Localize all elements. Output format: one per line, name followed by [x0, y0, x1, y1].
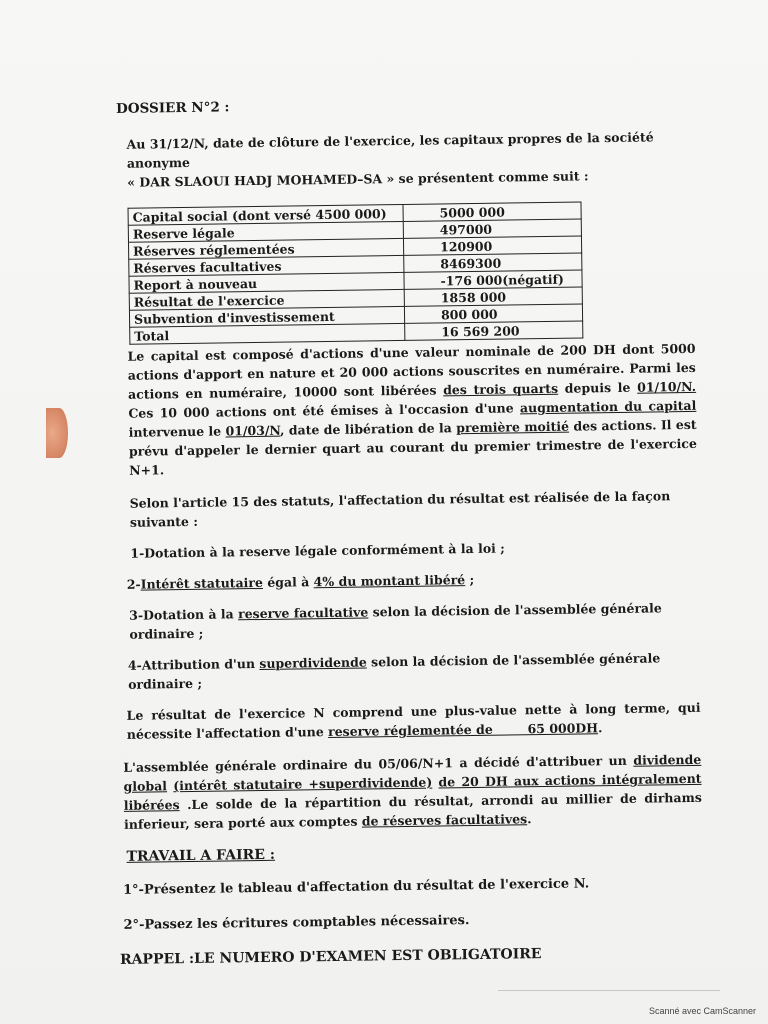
text-span: depuis le: [557, 379, 638, 396]
text-span: ;: [465, 571, 475, 588]
row-value: 497000: [403, 219, 581, 238]
text-span: .: [527, 811, 532, 827]
underlined-text: reserve réglementée de 65 000DH: [327, 720, 599, 740]
rule-item-1: 1-Dotation à la reserve légale conformément à la loi ;: [130, 540, 505, 561]
underlined-text: (intérêt statutaire +superdividende): [173, 774, 433, 794]
underlined-text: augmentation du capital: [519, 397, 697, 416]
row-value: 5000 000: [403, 202, 581, 221]
capitaux-propres-table: [128, 201, 584, 344]
text-span: Le capital est composé d'actions d'une valeur nominale de 200 DH dont 5000 actions d'apport en nature et 20 000 actions souscrites en numéraire. Parmi les actions en numéraire, 10000 sont libérées: [127, 340, 696, 402]
underlined-text: superdividende: [259, 654, 367, 671]
text-span: 3-Dotation à la: [129, 606, 239, 623]
row-label: Réserves facultatives: [129, 255, 404, 276]
rappel-notice: RAPPEL :LE NUMERO D'EXAMEN EST OBLIGATOIRE: [119, 946, 542, 968]
camscanner-watermark: Scanné avec CamScanner: [648, 1006, 756, 1016]
intro-line-2: « DAR SLAOUI HADJ MOHAMED–SA » se présentent comme suit :: [127, 168, 589, 190]
underlined-text: des trois quarts: [443, 380, 559, 398]
text-span: égal à: [262, 574, 314, 590]
thumb-edge: [46, 408, 68, 458]
row-label: Résultat de l'exercice: [129, 289, 404, 310]
assemblee-paragraph: [123, 750, 702, 834]
rule-item-4: [128, 648, 700, 694]
document-content: [112, 92, 704, 970]
underlined-text: de 20 DH aux actions intégralement libérées: [123, 770, 702, 813]
row-value: 1858 000: [404, 287, 582, 306]
text-span: intervenue le: [128, 423, 226, 440]
dossier-title: DOSSIER N°2 :: [116, 99, 230, 117]
text-span: 4-Attribution d'un: [127, 655, 260, 673]
plus-value-paragraph: [126, 698, 700, 744]
text-span: 2-: [126, 576, 141, 592]
capital-paragraph: [127, 339, 697, 480]
row-label: Total: [130, 323, 405, 344]
text-span: L'assemblée générale ordinaire du 05/06/N+1 a décidé d'attribuer un: [123, 752, 634, 775]
rule-item-2: [127, 567, 699, 594]
row-value: 8469300: [404, 253, 582, 272]
row-label: Report à nouveau: [129, 272, 404, 293]
underlined-text: 01/03/N: [225, 422, 281, 439]
text-span: selon la décision de l'assemblée générale ordinaire ;: [129, 600, 662, 642]
affectation-rule-intro: Selon l'article 15 des statuts, l'affectation du résultat est réalisée de la façon suivante :: [129, 488, 671, 530]
underlined-text: 4% du montant libéré: [313, 572, 466, 590]
task-2: 2°-Passez les écritures comptables nécessaires.: [123, 913, 470, 933]
underlined-text: dividende global: [123, 751, 702, 794]
travail-a-faire-heading: TRAVAIL A FAIRE :: [126, 846, 276, 865]
row-label: Reserve légale: [128, 221, 403, 242]
underlined-text: première moitié: [456, 418, 570, 436]
row-value: 16 569 200: [405, 321, 583, 340]
text-span: Ces 10 000 actions ont été émises à l'occasion d'une: [128, 400, 521, 421]
row-label: Subvention d'investissement: [129, 306, 404, 327]
row-value: 120900: [403, 236, 581, 255]
underlined-text: de réserves facultatives: [361, 811, 528, 829]
text-span: selon la décision de l'assemblée générale ordinaire ;: [128, 650, 661, 692]
intro-text: [126, 127, 693, 192]
rule-item-3: [129, 598, 699, 644]
row-label: Réserves réglementées: [128, 238, 403, 259]
task-1: 1°-Présentez le tableau d'affectation du résultat de l'exercice N.: [122, 876, 590, 898]
text-span: , date de libération de la: [279, 420, 457, 438]
row-value: 800 000: [404, 304, 582, 323]
text-span: .: [597, 720, 603, 736]
intro-line-1: Au 31/12/N, date de clôture de l'exercice, les capitaux propres de la société anonyme: [126, 129, 654, 171]
text-span: .Le solde de la répartition du résultat, arrondi au millier de dirhams inferieur, sera porté aux comptes: [124, 789, 702, 832]
row-label: Capital social (dont versé 4500 000): [128, 204, 403, 225]
divider: [498, 990, 720, 991]
underlined-text: Intérêt statutaire: [140, 574, 264, 592]
text-span: des actions. Il est prévu d'appeler le dernier quart au courant du premier trimestre de l'exercice N+1.: [128, 416, 697, 478]
underlined-text: reserve facultative: [237, 604, 369, 622]
row-value: -176 000(négatif): [404, 270, 582, 289]
underlined-text: 01/10/N.: [637, 378, 697, 395]
text-span: Le résultat de l'exercice N comprend une plus-value nette à long terme, qui nécessite l'affectation d'une: [126, 699, 701, 742]
